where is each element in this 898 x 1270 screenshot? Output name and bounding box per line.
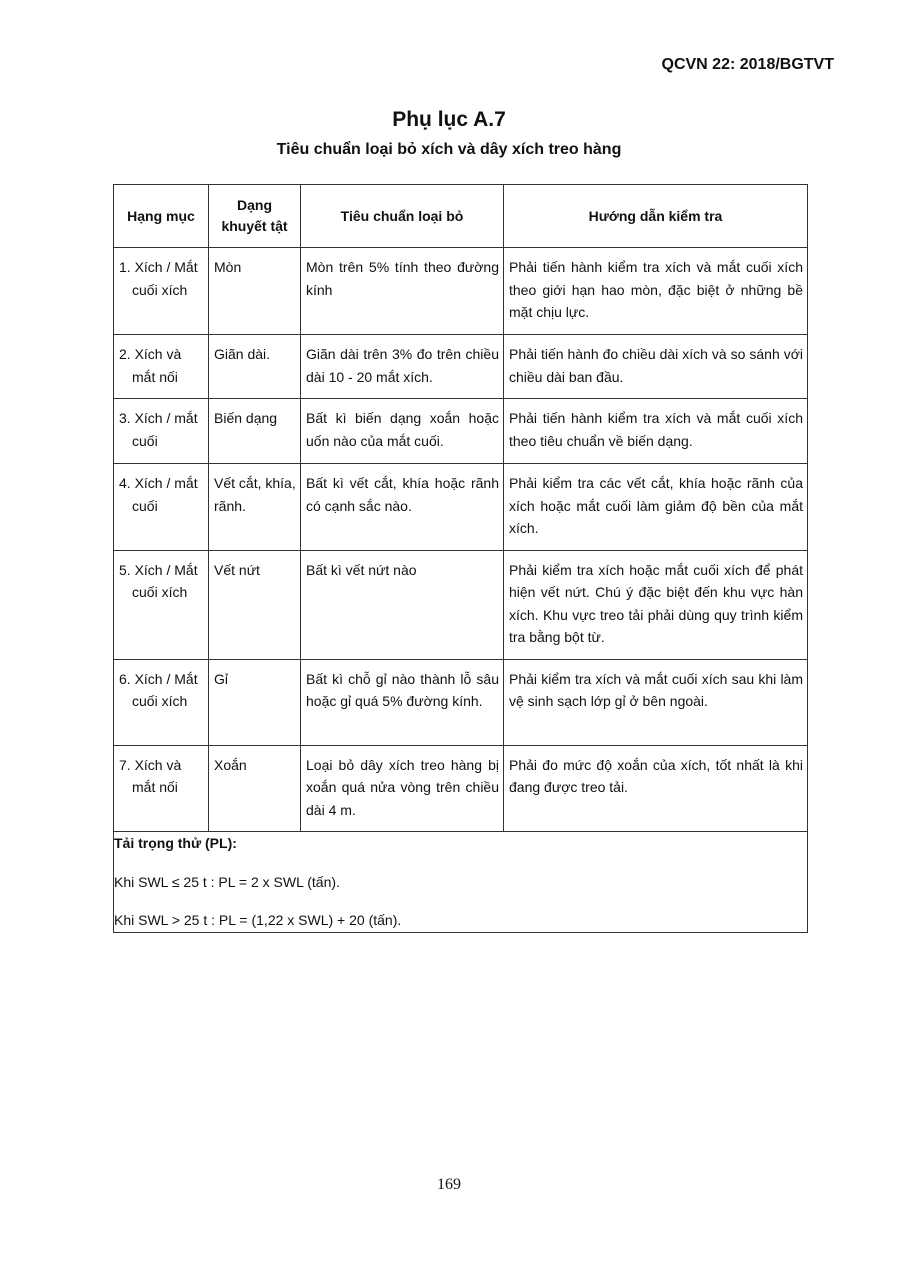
- rejection-criteria-table: [113, 184, 808, 933]
- category-cell: 1. Xích / Mắt cuối xích: [114, 248, 209, 335]
- criterion-cell: Bất kì vết cắt, khía hoặc rãnh có cạnh sắc nào.: [301, 464, 504, 551]
- criterion-cell: Loại bỏ dây xích treo hàng bị xoắn quá nửa vòng trên chiều dài 4 m.: [301, 745, 504, 832]
- test-load-footnote-row: [114, 832, 808, 933]
- appendix-subtitle: Tiêu chuẩn loại bỏ xích và dây xích treo hàng: [276, 141, 622, 158]
- criterion-cell: Bất kì vết nứt nào: [301, 550, 504, 659]
- table-row: [114, 745, 808, 832]
- criterion-cell: Giãn dài trên 3% đo trên chiều dài 10 - 20 mắt xích.: [301, 335, 504, 399]
- category-cell: 4. Xích / mắt cuối: [114, 464, 209, 551]
- guidance-cell: Phải tiến hành kiểm tra xích và mắt cuối xích theo tiêu chuẩn về biến dạng.: [504, 399, 808, 464]
- table-row: [114, 550, 808, 659]
- guidance-cell: Phải kiểm tra xích hoặc mắt cuối xích để phát hiện vết nứt. Chú ý đặc biệt đến khu vực hàn xích. Khu vực treo tải phải dùng quy trình kiểm tra bằng bột từ.: [504, 550, 808, 659]
- table-row: [114, 464, 808, 551]
- guidance-cell: Phải tiến hành đo chiều dài xích và so sánh với chiều dài ban đầu.: [504, 335, 808, 399]
- guidance-cell: Phải tiến hành kiểm tra xích và mắt cuối xích theo giới hạn hao mòn, đặc biệt ở những bề mặt chịu lực.: [504, 248, 808, 335]
- table-row: [114, 659, 808, 745]
- category-cell: 5. Xích / Mắt cuối xích: [114, 550, 209, 659]
- page-number: 169: [437, 1176, 461, 1193]
- table-row: [114, 335, 808, 399]
- defect-cell: Xoắn: [209, 745, 301, 832]
- defect-cell: Mòn: [209, 248, 301, 335]
- defect-cell: Gỉ: [209, 659, 301, 745]
- defect-cell: Biến dạng: [209, 399, 301, 464]
- criterion-cell: Bất kì chỗ gỉ nào thành lỗ sâu hoặc gỉ quá 5% đường kính.: [301, 659, 504, 745]
- category-cell: 7. Xích và mắt nối: [114, 745, 209, 832]
- table-row: [114, 248, 808, 335]
- guidance-cell: Phải kiểm tra các vết cắt, khía hoặc rãnh của xích hoặc mắt cuối làm giảm độ bền của mắt xích.: [504, 464, 808, 551]
- table-row: [114, 399, 808, 464]
- defect-cell: Giãn dài.: [209, 335, 301, 399]
- test-load-footnote: [114, 832, 808, 933]
- table-header-row: [114, 185, 808, 248]
- criterion-cell: Mòn trên 5% tính theo đường kính: [301, 248, 504, 335]
- document-code: QCVN 22: 2018/BGTVT: [661, 56, 834, 73]
- test-load-heading: Tải trọng thử (PL):: [114, 835, 237, 851]
- column-header-defect: Dạng khuyết tật: [209, 185, 301, 248]
- test-load-rule-high: Khi SWL > 25 t : PL = (1,22 x SWL) + 20 (tấn).: [114, 912, 402, 928]
- column-header-guidance: Hướng dẫn kiểm tra: [504, 185, 808, 248]
- column-header-category: Hạng mục: [114, 185, 209, 248]
- appendix-title: Phụ lục A.7: [392, 108, 506, 131]
- criterion-cell: Bất kì biến dạng xoắn hoặc uốn nào của mắt cuối.: [301, 399, 504, 464]
- guidance-cell: Phải kiểm tra xích và mắt cuối xích sau khi làm vệ sinh sạch lớp gỉ ở bên ngoài.: [504, 659, 808, 745]
- category-cell: 2. Xích và mắt nối: [114, 335, 209, 399]
- category-cell: 6. Xích / Mắt cuối xích: [114, 659, 209, 745]
- column-header-criterion: Tiêu chuẩn loại bỏ: [301, 185, 504, 248]
- defect-cell: Vết cắt, khía, rãnh.: [209, 464, 301, 551]
- defect-cell: Vết nứt: [209, 550, 301, 659]
- test-load-rule-low: Khi SWL ≤ 25 t : PL = 2 x SWL (tấn).: [114, 873, 340, 890]
- guidance-cell: Phải đo mức độ xoắn của xích, tốt nhất là khi đang được treo tải.: [504, 745, 808, 832]
- category-cell: 3. Xích / mắt cuối: [114, 399, 209, 464]
